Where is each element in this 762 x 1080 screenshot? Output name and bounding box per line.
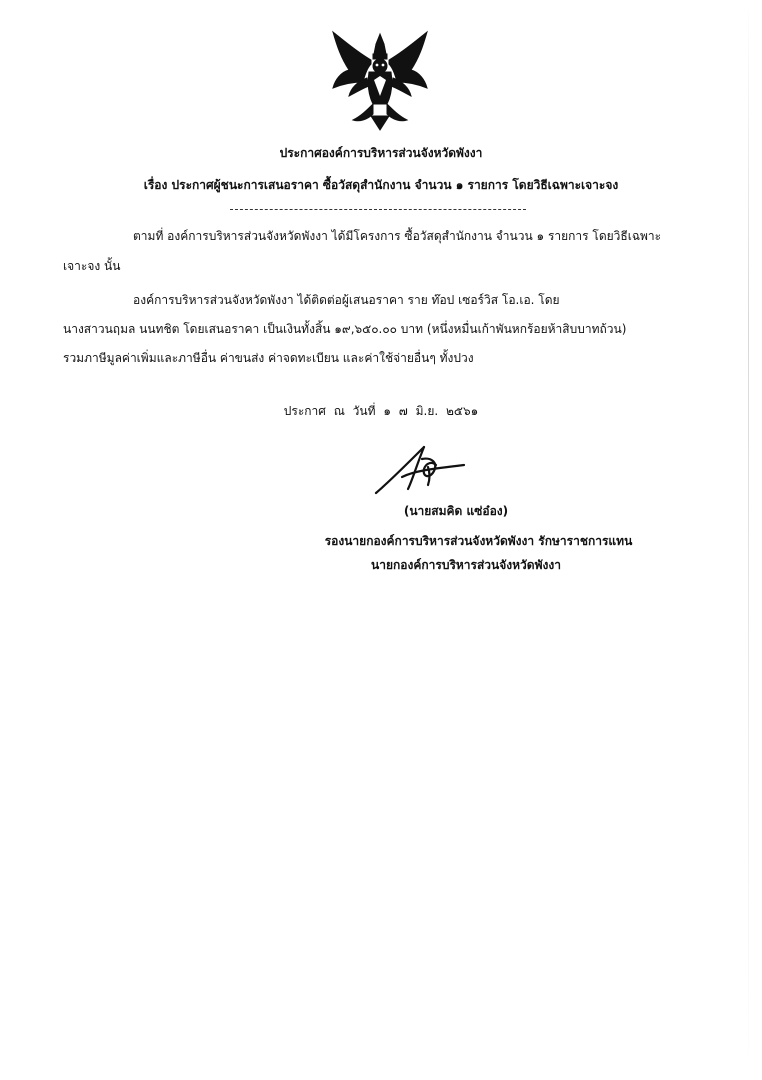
announcement-date: ประกาศ ณ วันที่ ๑ ๗ มิ.ย. ๒๕๖๑ (283, 404, 479, 418)
paragraph-1-line-2: เจาะจง นั้น (63, 259, 121, 273)
dashed-divider (230, 209, 526, 210)
paragraph-2-line-1: องค์การบริหารส่วนจังหวัดพังงา ได้ติดต่อผู้เสนอราคา ราย ท๊อป เซอร์วิส โอ.เอ. โดย (133, 293, 560, 307)
paragraph-2-line-2: นางสาวนฤมล นนทชิต โดยเสนอราคา เป็นเงินทั้งสิ้น ๑๙,๖๕๐.๐๐ บาท (หนึ่งหมื่นเก้าพันหกร้อยห้าสิบบาทถ้วน) (63, 322, 627, 336)
paragraph-2-line-3: รวมภาษีมูลค่าเพิ่มและภาษีอื่น ค่าขนส่ง ค่าจดทะเบียน และค่าใช้จ่ายอื่นๆ ทั้งปวง (63, 351, 474, 365)
handwritten-signature (372, 437, 468, 497)
announcement-title: ประกาศองค์การบริหารส่วนจังหวัดพังงา (279, 146, 483, 160)
paragraph-1-line-1: ตามที่ องค์การบริหารส่วนจังหวัดพังงา ได้มีโครงการ ซื้อวัสดุสำนักงาน จำนวน ๑ รายการ โดยวิธีเฉพาะ (133, 229, 662, 243)
announcement-subject: เรื่อง ประกาศผู้ชนะการเสนอราคา ซื้อวัสดุสำนักงาน จำนวน ๑ รายการ โดยวิธีเฉพาะเจาะจง (143, 178, 619, 192)
signer-position-line-1: รองนายกองค์การบริหารส่วนจังหวัดพังงา รักษาราชการแทน (324, 534, 633, 548)
scan-edge-line (748, 0, 749, 1080)
garuda-emblem-icon (327, 30, 433, 132)
signer-name: (นายสมคิด แซ่อ๋อง) (403, 504, 509, 518)
signer-position-line-2: นายกองค์การบริหารส่วนจังหวัดพังงา (371, 558, 561, 572)
